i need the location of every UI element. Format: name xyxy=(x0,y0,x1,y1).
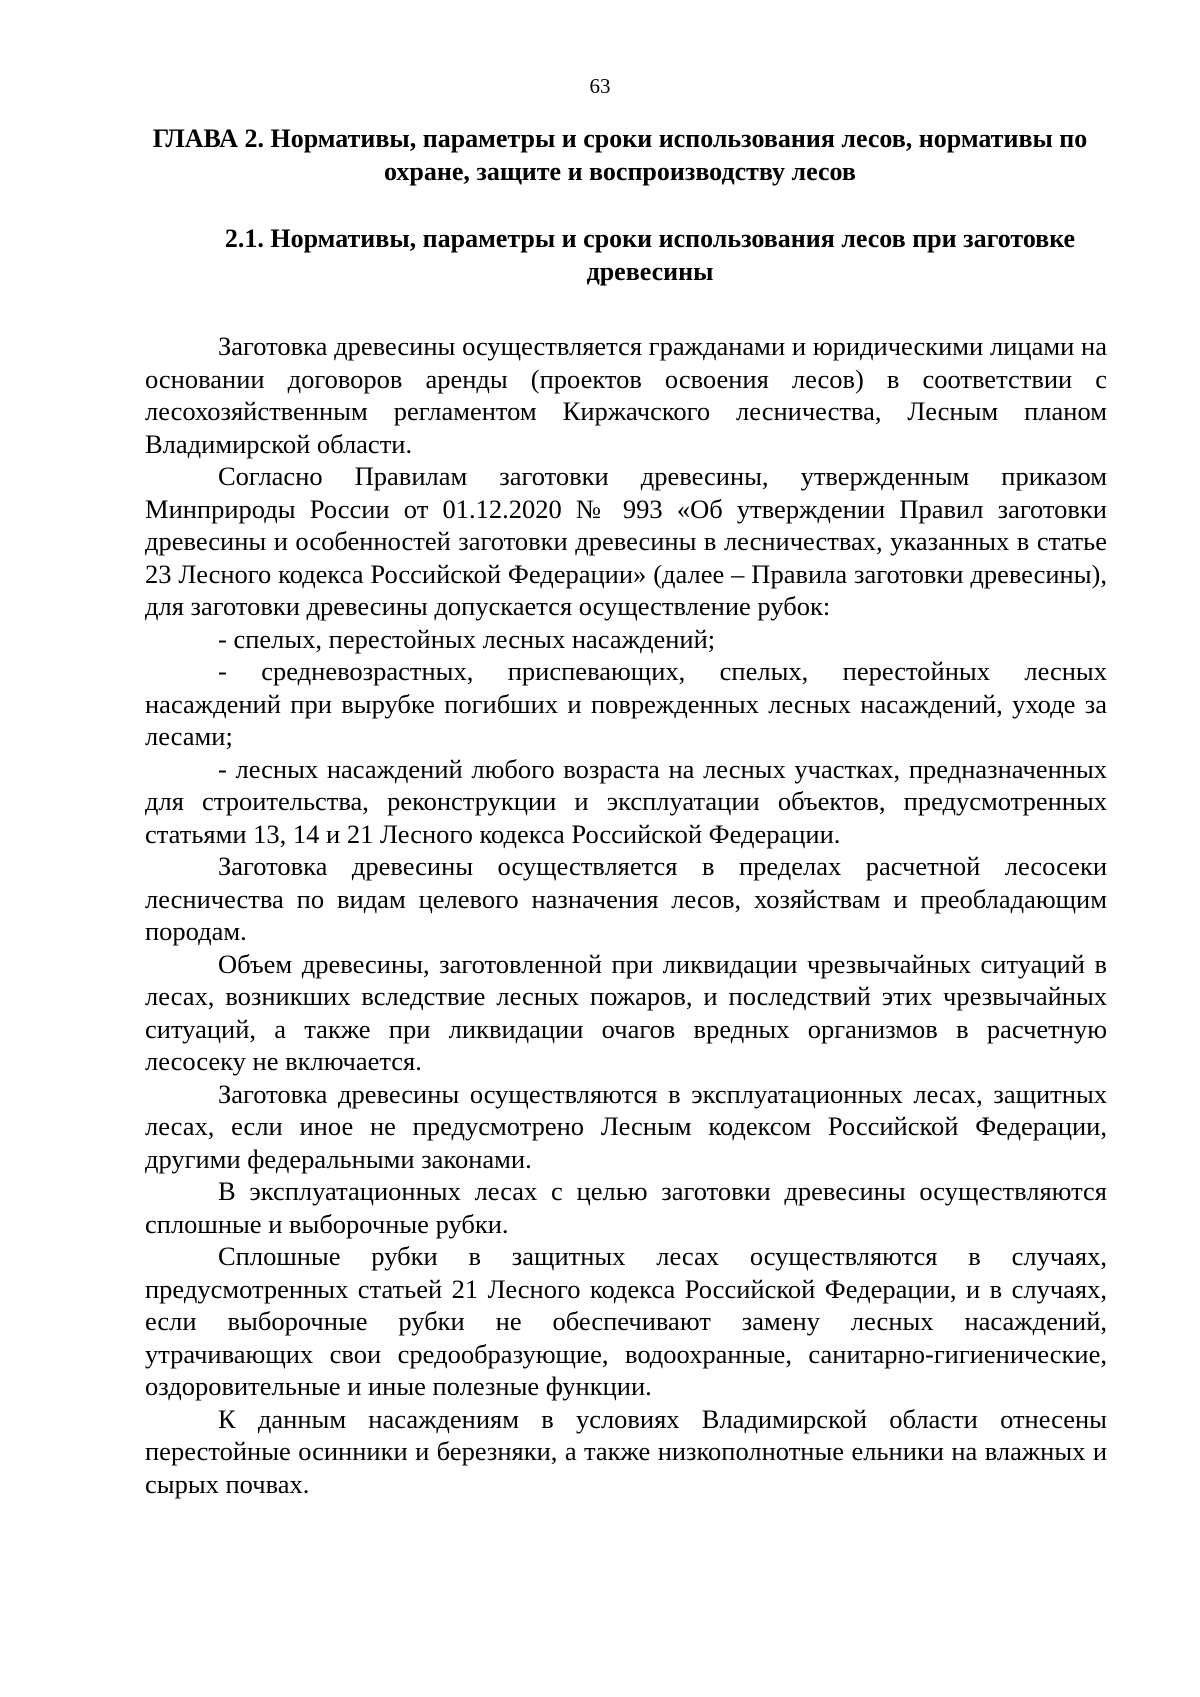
paragraph: В эксплуатационных лесах с целью заготовки древесины осуществляются сплошные и выборочные рубки. xyxy=(145,1176,1107,1239)
paragraph: Согласно Правилам заготовки древесины, утвержденным приказом Минприроды России от 01.12.2020 № 993 «Об утверждении Правил заготовки древесины и особенностей заготовки древесины в лесничествах, указанных в статье 23 Лесного кодекса Российской Федерации» (далее – Правила заготовки древесины), для заготовки древесины допускается осуществление рубок: xyxy=(145,461,1107,621)
list-item: - средневозрастных, приспевающих, спелых, перестойных лесных насаждений при вырубке погибших и поврежденных лесных насаждений, уходе за лесами; xyxy=(145,656,1107,751)
paragraph: Заготовка древесины осуществляется гражданами и юридическими лицами на основании договоров аренды (проектов освоения лесов) в соответствии с лесохозяйственным регламентом Киржачского лесничества, Лесным планом Владимирской области. xyxy=(145,331,1107,459)
list-item: - лесных насаждений любого возраста на лесных участках, предназначенных для строительства, реконструкции и эксплуатации объектов, предусмотренных статьями 13, 14 и 21 Лесного кодекса Российской Федерации. xyxy=(145,753,1107,849)
paragraph: Сплошные рубки в защитных лесах осуществляются в случаях, предусмотренных статьей 21 Лесного кодекса Российской Федерации, и в случаях, если выборочные рубки не обеспечивают замену лесных насаждений, утрачивающих свои средообразующие, водоохранные, санитарно-гигиенические, оздоровительные и иные полезные функции. xyxy=(145,1241,1107,1401)
paragraph: Заготовка древесины осуществляются в эксплуатационных лесах, защитных лесах, если иное не предусмотрено Лесным кодексом Российской Федерации, другими федеральными законами. xyxy=(145,1078,1107,1174)
chapter-title: ГЛАВА 2. Нормативы, параметры и сроки использования лесов, нормативы по охране, защите и воспроизводству лесов xyxy=(152,124,1088,186)
paragraph: Заготовка древесины осуществляется в пределах расчетной лесосеки лесничества по видам целевого назначения лесов, хозяйствам и преобладающим породам. xyxy=(145,851,1107,946)
list-item: - спелых, перестойных лесных насаждений; xyxy=(218,623,716,654)
body-text xyxy=(145,330,1107,1500)
section-title: 2.1. Нормативы, параметры и сроки использования лесов при заготовке древесины xyxy=(224,224,1076,286)
paragraph: Объем древесины, заготовленной при ликвидации чрезвычайных ситуаций в лесах, возникших вследствие лесных пожаров, и последствий этих чрезвычайных ситуаций, а также при ликвидации очагов вредных организмов в расчетную лесосеку не включается. xyxy=(145,948,1107,1076)
page-number: 63 xyxy=(589,74,611,98)
paragraph: К данным насаждениям в условиях Владимирской области отнесены перестойные осинники и березняки, а также низкополнотные ельники на влажных и сырых почвах. xyxy=(145,1403,1107,1499)
